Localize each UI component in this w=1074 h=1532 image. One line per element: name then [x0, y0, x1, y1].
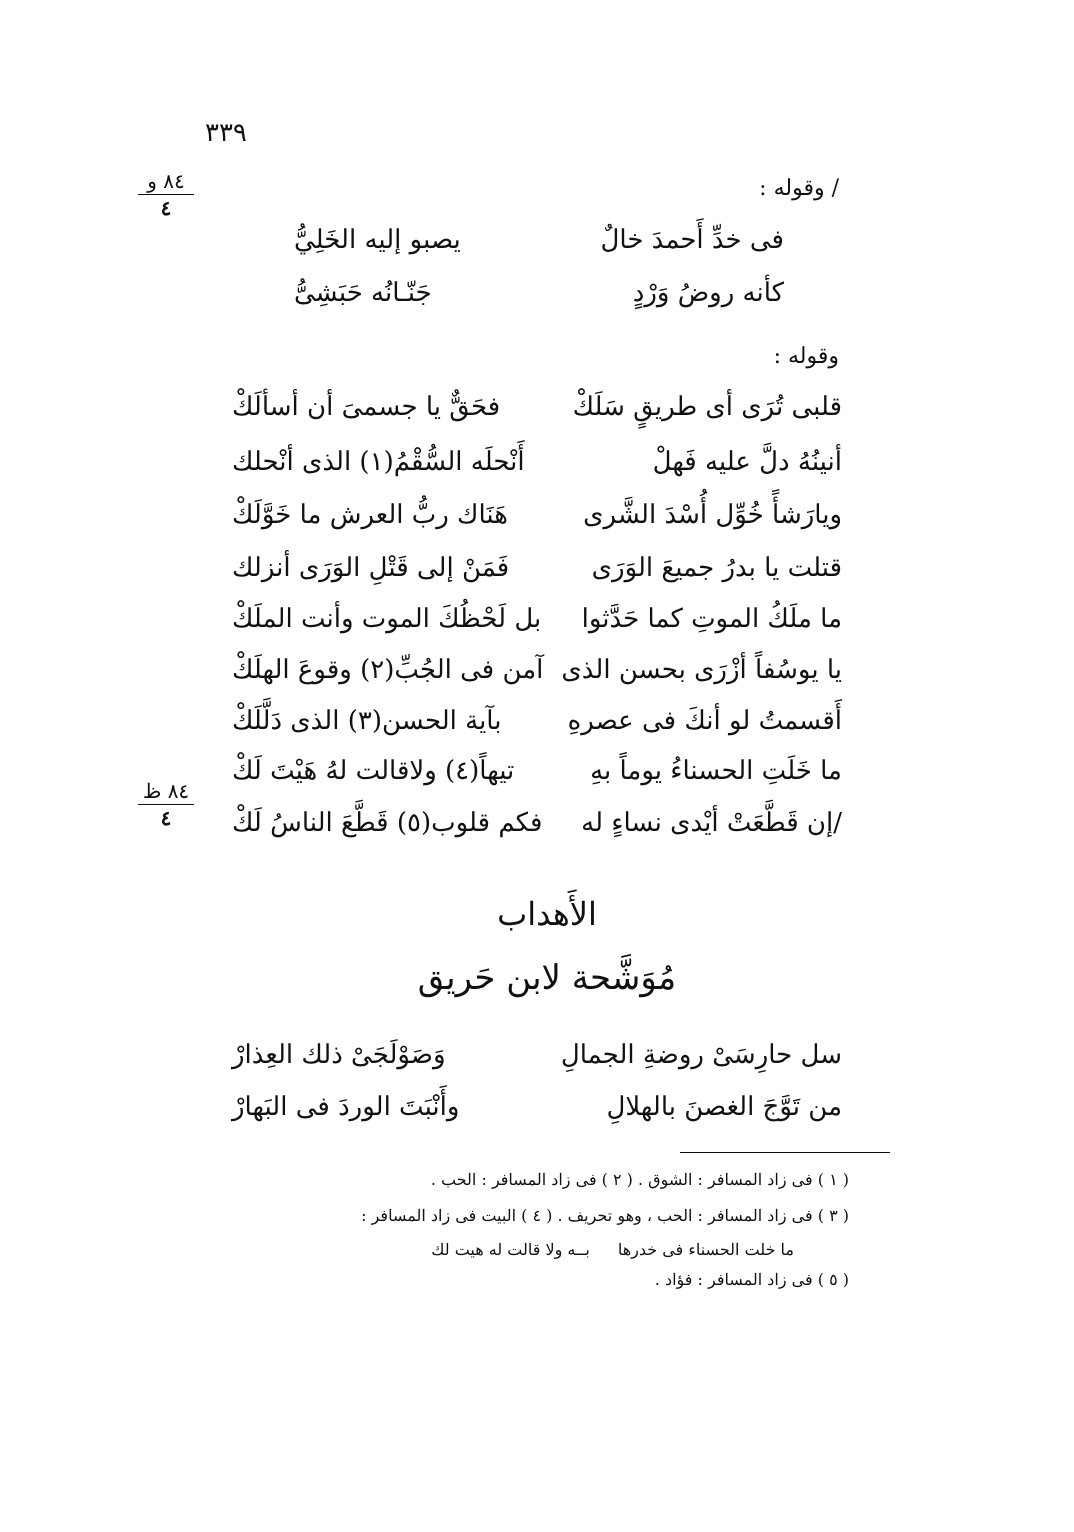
second-hemistich: وَصَوْلَجَىْ ذلك العِذارْ [232, 1040, 446, 1070]
section-heading: الأَهداب [497, 895, 597, 933]
second-hemistich: يصبو إليه الخَلِيُّ [294, 225, 461, 255]
poem-intro: وقوله : [773, 344, 839, 369]
second-hemistich: تيهاً(٤) ولاقالت لهُ هَيْتَ لَكْ [232, 756, 515, 786]
second-hemistich: هَنَاك ربُّ العرش ما خَوَّلَكْ [232, 500, 508, 530]
first-hemistich: أَقسمتُ لو أنكَ فى عصرهِ [567, 706, 842, 736]
first-hemistich: /إن قَطَّعَتْ أيْدى نساءٍ له [581, 808, 842, 838]
folio-number: ٨٤ و [138, 170, 194, 195]
second-hemistich: فكم قلوب(٥) قَطَّعَ الناسُ لَكْ [232, 808, 543, 838]
first-hemistich: سل حارِسَىْ روضةِ الجمالِ [560, 1040, 842, 1070]
second-hemistich: آمن فى الجُبِّ(٢) وقوعَ الهلَكْ [232, 655, 544, 685]
second-hemistich: فحَقٌّ يا جسمىَ أن أسألَكْ [232, 392, 501, 422]
verse-line [232, 1092, 842, 1130]
verse-line [294, 225, 784, 261]
second-hemistich: وأَنْبَتَ الوردَ فى البَهارْ [232, 1092, 460, 1122]
second-hemistich: بآية الحسن(٣) الذى دَلَّلَكْ [232, 706, 502, 736]
first-hemistich: ويارَشأً خُوِّل أُسْدَ الشَّرى [583, 500, 842, 530]
verse-line [232, 1040, 842, 1078]
first-hemistich: قلبى تُرَى أى طريقٍ سَلَكْ [572, 392, 842, 422]
footnote-divider [680, 1152, 890, 1153]
first-hemistich: ما خَلَتِ الحسناءُ يوماً بهِ [590, 756, 842, 786]
first-hemistich: يا يوسُفاً أزْرَى بحسن الذى [561, 655, 842, 685]
section-subheading: مُوَشَّحة لابن حَريق [417, 958, 677, 998]
first-hemistich: أنينُهُ دلَّ عليه فَهلْ [652, 447, 842, 477]
first-hemistich: من تَوَّجَ الغصنَ بالهلالِ [606, 1092, 842, 1122]
verse-line [232, 808, 842, 846]
second-hemistich: فَمَنْ إلى قَتْلِ الوَرَى أنزلك [232, 553, 510, 583]
verse-line [232, 655, 842, 693]
first-hemistich: قتلت يا بدرُ جميعَ الوَرَى [591, 553, 842, 583]
verse-line [232, 553, 842, 591]
first-hemistich: ما ملَكُ الموتِ كما حَدَّثوا [581, 604, 842, 634]
verse-line [232, 447, 842, 485]
second-hemistich: بل لَحْظُكَ الموت وأنت الملَكْ [232, 604, 542, 634]
verse-line [232, 706, 842, 744]
quoted-first-hemistich: ما خلت الحسناء فى خدرها [617, 1240, 794, 1259]
footnote-quoted-verse [431, 1240, 794, 1259]
footnote: ( ٣ ) فى زاد المسافر : الحب ، وهو تحريف . ( ٤ ) البيت فى زاد المسافر : [361, 1206, 849, 1225]
verse-line [232, 756, 842, 794]
verse-line [232, 604, 842, 642]
verse-line [232, 392, 842, 430]
second-hemistich: أَنْحلَه السُّقْمُ(١) الذى أنْحلك [232, 447, 525, 477]
margin-folio-reference [138, 170, 194, 219]
folio-number: ٨٤ ظ [138, 780, 194, 805]
verse-line [232, 500, 842, 538]
verse-line [294, 278, 784, 314]
margin-folio-reference [138, 780, 194, 829]
second-hemistich: جَنّـانُه حَبَشِىُّ [294, 278, 432, 308]
page-number: ٣٣٩ [205, 118, 247, 148]
footnote: ( ١ ) فى زاد المسافر : الشوق . ( ٢ ) فى زاد المسافر : الحب . [430, 1170, 849, 1189]
first-hemistich: كأنه روضُ وَرْدٍ [632, 278, 784, 308]
folio-volume: ٤ [160, 196, 172, 220]
quoted-second-hemistich: بــه ولا قالت له هيت لك [431, 1240, 590, 1259]
folio-volume: ٤ [160, 806, 172, 830]
first-hemistich: فى خدِّ أَحمدَ خالٌ [600, 225, 784, 255]
footnote: ( ٥ ) فى زاد المسافر : فؤاد . [654, 1270, 849, 1289]
poem-intro: / وقوله : [759, 176, 839, 201]
